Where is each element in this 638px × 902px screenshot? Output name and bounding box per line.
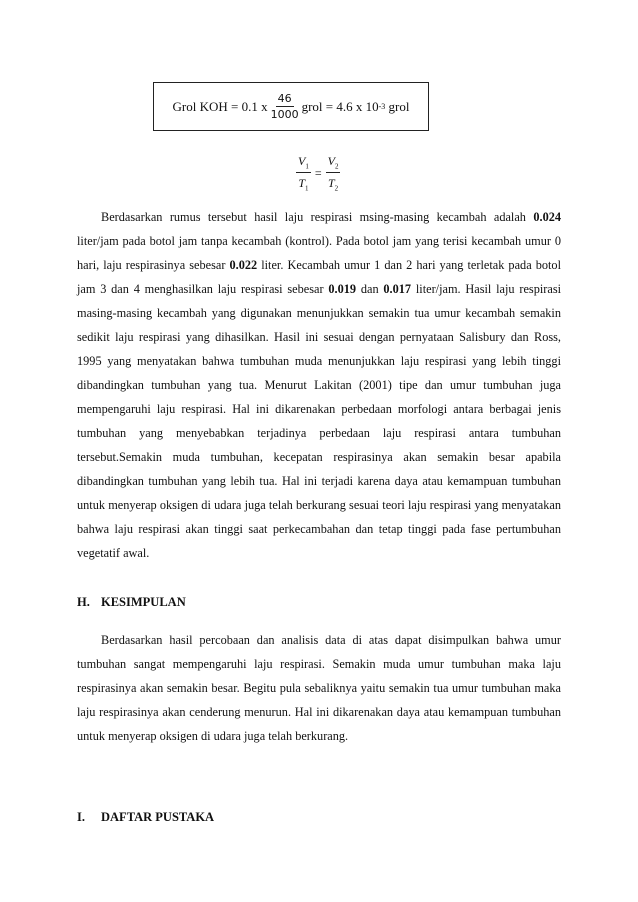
equals-sign: = [314,165,322,180]
v2-subscript: 2 [334,162,339,171]
gas-law-right-fraction [326,154,341,193]
t2-symbol: T [327,176,335,191]
section-i-title: DAFTAR PUSTAKA [101,810,215,824]
t1-symbol: T [298,176,306,191]
t1-subscript: 1 [305,184,309,193]
section-h-title: KESIMPULAN [101,595,186,609]
formula-fraction [271,92,299,121]
day1-rate-value: 0.019 [328,282,357,296]
formula-rhs: grol [388,98,410,114]
v2-symbol: V [327,154,335,168]
gas-law-equation [296,154,340,193]
results-paragraph [77,205,561,565]
formula-lhs: Grol KOH = 0.1 x [172,98,268,114]
day2-rate-value: 0.017 [383,282,412,296]
paragraph-text: Berdasarkan rumus tersebut hasil laju respirasi msing-masing kecambah adalah [101,210,526,224]
day0-rate-value: 0.022 [229,258,258,272]
v1-symbol: V [298,154,306,168]
t2-subscript: 2 [334,184,339,193]
gas-law-left-fraction [296,154,311,193]
section-i-heading [77,810,214,825]
paragraph-text: liter/jam pada botol jam tanpa kecambah (kontrol). Pada botol jam yang terisi kecambah umur 0 hari, laju respirasinya sebesar [77,234,561,272]
paragraph-text: dan [360,282,379,296]
control-rate-value: 0.024 [533,210,562,224]
fraction-numerator: 46 [277,92,292,105]
paragraph-text: liter/jam. Hasil laju respirasi masing-masing kecambah yang digunakan menunjukkan semakin tua umur kecambah semakin sedikit laju respirasi yang dihasilkan. Hasil ini sesuai dengan pernyataan Salisbury dan Ross, 1995 yang menyatakan bahwa tumbuhan muda menunjukkan laju respirasi yang lebih tinggi dibandingkan tumbuhan yang tua. Menurut Lakitan (2001) tipe dan umur tumbuhan juga mempengaruhi laju respirasi. Hal ini dikarenakan perbedaan morfologi antara berbagai jenis tumbuhan yang menyebabkan terjadinya perbedaan laju respirasi antara tumbuhan tersebut.Semakin muda tumbuhan, kecepatan respirasinya akan semakin besar apabila dibandingkan tumbuhan yang lebih tua. Hal ini terjadi karena daya atau kemampuan tumbuhan untuk menyerap oksigen di udara juga telah berkurang sesuai teori laju respirasi yang menyatakan bahwa laju respirasi akan tinggi saat perkecambahan dan tetap tinggi pada fase pertumbuhan vegetatif awal. [77,282,562,560]
v1-subscript: 1 [305,162,309,171]
section-h-heading [77,595,186,610]
section-i-number: I. [77,810,85,824]
section-h-number: H. [77,595,90,609]
fraction-denominator: 1000 [270,108,299,121]
conclusion-paragraph: Berdasarkan hasil percobaan dan analisis data di atas dapat disimpulkan bahwa umur tumbuhan sangat mempengaruhi laju respirasi. Semakin muda umur tumbuhan maka laju respirasinya akan semakin besar. Begitu pula sebaliknya yaitu semakin tua umur tumbuhan maka laju respirasinya akan cenderung menurun. Hal ini dikarenakan daya atau kemampuan tumbuhan untuk menyerap oksigen di udara juga telah berkurang. [77,633,561,743]
paragraph-text: liter. Kecambah umur 1 dan 2 hari yang terletak pada botol jam 3 dan 4 menghasilkan laju respirasi sebesar [77,258,561,296]
formula-mid: grol = 4.6 x 10 [301,98,379,114]
koh-formula-box: Grol KOH = 0.1 x $\frac{46}{1000}$ grol = 4.6 x 10 -3 grol [153,82,429,131]
